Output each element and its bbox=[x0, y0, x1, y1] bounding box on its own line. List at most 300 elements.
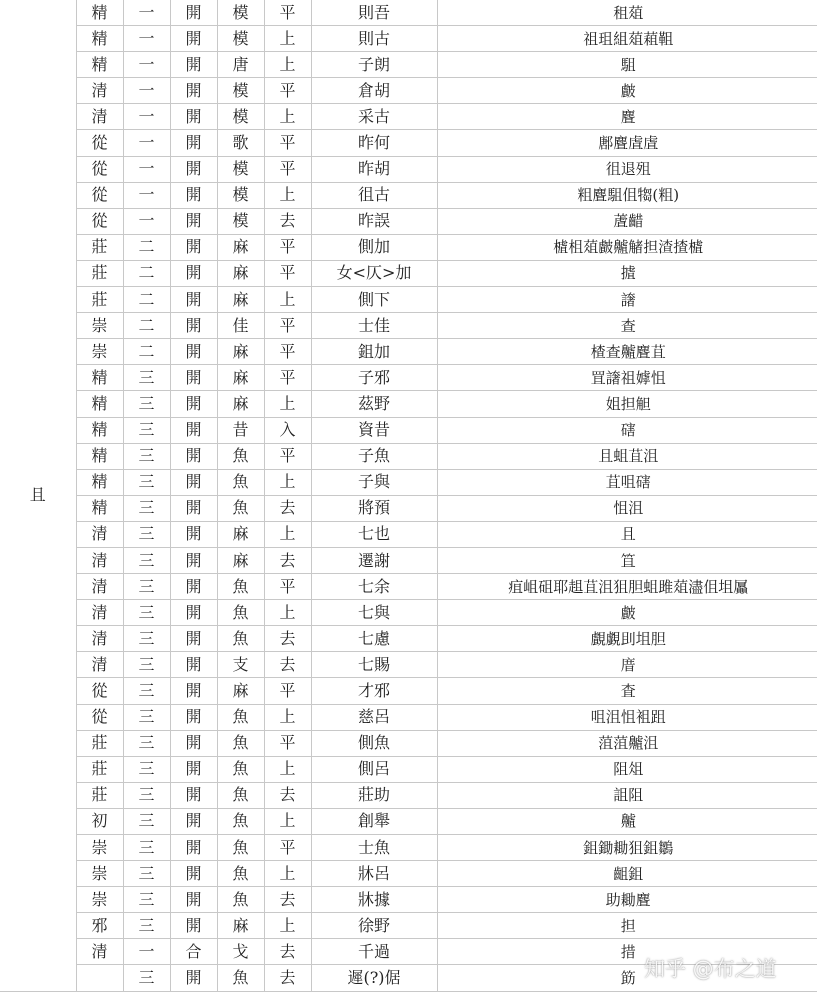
initial-cell: 清 bbox=[76, 600, 123, 626]
table-row bbox=[0, 52, 817, 78]
fanqie-cell: 七與 bbox=[311, 600, 437, 626]
characters-cell: 駔 bbox=[437, 52, 817, 78]
tone-cell: 上 bbox=[264, 26, 311, 52]
tone-cell: 平 bbox=[264, 313, 311, 339]
rhyme-cell: 魚 bbox=[217, 965, 264, 991]
table-row bbox=[0, 26, 817, 52]
tone-cell: 入 bbox=[264, 417, 311, 443]
characters-cell: 阻俎 bbox=[437, 756, 817, 782]
rhyme-cell: 魚 bbox=[217, 887, 264, 913]
fanqie-cell: 昨誤 bbox=[311, 208, 437, 234]
characters-cell: 且 bbox=[437, 521, 817, 547]
fanqie-cell: 七余 bbox=[311, 574, 437, 600]
characters-cell: 譇 bbox=[437, 287, 817, 313]
initial-cell: 從 bbox=[76, 704, 123, 730]
table-row bbox=[0, 260, 817, 286]
tone-cell: 平 bbox=[264, 78, 311, 104]
table-row bbox=[0, 704, 817, 730]
fanqie-cell: 子邪 bbox=[311, 365, 437, 391]
characters-cell: 麆 bbox=[437, 104, 817, 130]
division-cell: 三 bbox=[123, 756, 170, 782]
division-cell: 二 bbox=[123, 234, 170, 260]
characters-cell: 笡 bbox=[437, 547, 817, 573]
table-row bbox=[0, 234, 817, 260]
table-row bbox=[0, 469, 817, 495]
rhyme-cell: 模 bbox=[217, 156, 264, 182]
division-cell: 三 bbox=[123, 391, 170, 417]
fanqie-cell: 倉胡 bbox=[311, 78, 437, 104]
openness-cell: 開 bbox=[170, 287, 217, 313]
characters-cell: 疽岨砠耶趄苴沮狙胆蛆雎葅濜伹坥屭 bbox=[437, 574, 817, 600]
openness-cell: 開 bbox=[170, 782, 217, 808]
characters-cell: 樝柤葅皻齇觰担渣揸樝 bbox=[437, 234, 817, 260]
rhyme-cell: 魚 bbox=[217, 782, 264, 808]
initial-cell: 莊 bbox=[76, 782, 123, 808]
rhyme-cell: 魚 bbox=[217, 861, 264, 887]
initial-cell: 從 bbox=[76, 182, 123, 208]
characters-cell: 皻 bbox=[437, 600, 817, 626]
division-cell: 三 bbox=[123, 730, 170, 756]
tone-cell: 上 bbox=[264, 182, 311, 208]
fanqie-cell: 士魚 bbox=[311, 835, 437, 861]
fanqie-cell: 子朗 bbox=[311, 52, 437, 78]
characters-cell: 覰覷刞坥胆 bbox=[437, 626, 817, 652]
table-row bbox=[0, 547, 817, 573]
division-cell: 二 bbox=[123, 287, 170, 313]
tone-cell: 上 bbox=[264, 913, 311, 939]
characters-cell: 磍 bbox=[437, 417, 817, 443]
fanqie-cell: 將預 bbox=[311, 495, 437, 521]
division-cell: 三 bbox=[123, 600, 170, 626]
characters-cell: 詛阻 bbox=[437, 782, 817, 808]
rhyme-cell: 麻 bbox=[217, 287, 264, 313]
openness-cell: 開 bbox=[170, 965, 217, 991]
division-cell: 三 bbox=[123, 574, 170, 600]
characters-cell: 租葅 bbox=[437, 0, 817, 26]
openness-cell: 開 bbox=[170, 547, 217, 573]
fanqie-cell: 子魚 bbox=[311, 443, 437, 469]
division-cell: 一 bbox=[123, 939, 170, 965]
characters-cell: 皻 bbox=[437, 78, 817, 104]
table-row bbox=[0, 0, 817, 26]
division-cell: 三 bbox=[123, 808, 170, 834]
tone-cell: 去 bbox=[264, 652, 311, 678]
division-cell: 三 bbox=[123, 782, 170, 808]
table-row bbox=[0, 913, 817, 939]
fanqie-cell: 牀據 bbox=[311, 887, 437, 913]
initial-cell: 崇 bbox=[76, 835, 123, 861]
division-cell: 一 bbox=[123, 26, 170, 52]
characters-cell: 措 bbox=[437, 939, 817, 965]
rhyme-cell: 麻 bbox=[217, 391, 264, 417]
watermark: 知乎 @布之道 bbox=[644, 957, 777, 981]
initial-cell: 從 bbox=[76, 156, 123, 182]
tone-cell: 上 bbox=[264, 600, 311, 626]
fanqie-cell: 莊助 bbox=[311, 782, 437, 808]
openness-cell: 開 bbox=[170, 887, 217, 913]
table-row bbox=[0, 678, 817, 704]
openness-cell: 開 bbox=[170, 313, 217, 339]
table-row bbox=[0, 365, 817, 391]
tone-cell: 平 bbox=[264, 443, 311, 469]
tone-cell: 平 bbox=[264, 730, 311, 756]
rhyme-cell: 麻 bbox=[217, 339, 264, 365]
division-cell: 三 bbox=[123, 417, 170, 443]
fanqie-cell: 則吾 bbox=[311, 0, 437, 26]
tone-cell: 平 bbox=[264, 365, 311, 391]
tone-cell: 去 bbox=[264, 965, 311, 991]
openness-cell: 開 bbox=[170, 0, 217, 26]
division-cell: 三 bbox=[123, 913, 170, 939]
openness-cell: 開 bbox=[170, 234, 217, 260]
division-cell: 三 bbox=[123, 443, 170, 469]
tone-cell: 平 bbox=[264, 260, 311, 286]
division-cell: 三 bbox=[123, 626, 170, 652]
tone-cell: 去 bbox=[264, 495, 311, 521]
rhyme-cell: 魚 bbox=[217, 626, 264, 652]
fanqie-cell: 茲野 bbox=[311, 391, 437, 417]
table-row bbox=[0, 156, 817, 182]
table-row bbox=[0, 339, 817, 365]
tone-cell: 平 bbox=[264, 234, 311, 260]
table-row bbox=[0, 939, 817, 965]
tone-cell: 平 bbox=[264, 156, 311, 182]
fanqie-cell: 女<仄>加 bbox=[311, 260, 437, 286]
openness-cell: 開 bbox=[170, 495, 217, 521]
fanqie-cell: 慈呂 bbox=[311, 704, 437, 730]
division-cell: 三 bbox=[123, 678, 170, 704]
initial-cell: 初 bbox=[76, 808, 123, 834]
fanqie-cell: 千過 bbox=[311, 939, 437, 965]
division-cell: 三 bbox=[123, 704, 170, 730]
division-cell: 三 bbox=[123, 835, 170, 861]
tone-cell: 上 bbox=[264, 861, 311, 887]
rhyme-cell: 模 bbox=[217, 182, 264, 208]
division-cell: 三 bbox=[123, 495, 170, 521]
characters-cell: 怚沮 bbox=[437, 495, 817, 521]
fanqie-cell: 側加 bbox=[311, 234, 437, 260]
table-row bbox=[0, 443, 817, 469]
division-cell: 三 bbox=[123, 861, 170, 887]
fanqie-cell: 牀呂 bbox=[311, 861, 437, 887]
characters-cell: 鄌麆虘虘 bbox=[437, 130, 817, 156]
initial-cell: 清 bbox=[76, 626, 123, 652]
characters-cell: 摣 bbox=[437, 260, 817, 286]
openness-cell: 開 bbox=[170, 913, 217, 939]
fanqie-cell: 遲(?)倨 bbox=[311, 965, 437, 991]
division-cell: 一 bbox=[123, 104, 170, 130]
tone-cell: 平 bbox=[264, 835, 311, 861]
characters-cell: 姐担觛 bbox=[437, 391, 817, 417]
fanqie-cell: 采古 bbox=[311, 104, 437, 130]
characters-cell: 菹菹齇沮 bbox=[437, 730, 817, 756]
characters-cell: 齟鉏 bbox=[437, 861, 817, 887]
openness-cell: 開 bbox=[170, 756, 217, 782]
division-cell: 一 bbox=[123, 0, 170, 26]
division-cell: 一 bbox=[123, 52, 170, 78]
table-row bbox=[0, 104, 817, 130]
division-cell: 二 bbox=[123, 313, 170, 339]
tone-cell: 平 bbox=[264, 678, 311, 704]
tone-cell: 上 bbox=[264, 104, 311, 130]
characters-cell: 粗麆駔伹犓(粗) bbox=[437, 182, 817, 208]
rhyme-cell: 昔 bbox=[217, 417, 264, 443]
initial-cell: 從 bbox=[76, 208, 123, 234]
rhyme-cell: 麻 bbox=[217, 521, 264, 547]
fanqie-cell: 士佳 bbox=[311, 313, 437, 339]
rhyme-cell: 魚 bbox=[217, 704, 264, 730]
rhyme-cell: 魚 bbox=[217, 600, 264, 626]
initial-cell: 莊 bbox=[76, 287, 123, 313]
division-cell: 三 bbox=[123, 547, 170, 573]
characters-cell: 祖珇組葅蒩靻 bbox=[437, 26, 817, 52]
initial-cell: 精 bbox=[76, 26, 123, 52]
rhyme-cell: 麻 bbox=[217, 547, 264, 573]
openness-cell: 開 bbox=[170, 182, 217, 208]
openness-cell: 開 bbox=[170, 835, 217, 861]
rhyme-cell: 模 bbox=[217, 78, 264, 104]
initial-cell: 精 bbox=[76, 495, 123, 521]
rhyme-cell: 模 bbox=[217, 104, 264, 130]
openness-cell: 開 bbox=[170, 391, 217, 417]
tone-cell: 去 bbox=[264, 939, 311, 965]
division-cell: 三 bbox=[123, 521, 170, 547]
initial-cell: 崇 bbox=[76, 339, 123, 365]
openness-cell: 開 bbox=[170, 52, 217, 78]
table-row bbox=[0, 78, 817, 104]
openness-cell: 開 bbox=[170, 678, 217, 704]
rhyme-cell: 魚 bbox=[217, 730, 264, 756]
openness-cell: 開 bbox=[170, 260, 217, 286]
openness-cell: 開 bbox=[170, 652, 217, 678]
rhyme-cell: 支 bbox=[217, 652, 264, 678]
table-row bbox=[0, 313, 817, 339]
rhyme-cell: 魚 bbox=[217, 469, 264, 495]
initial-cell: 邪 bbox=[76, 913, 123, 939]
characters-cell: 鉏鋤耡狙鉏鶵 bbox=[437, 835, 817, 861]
division-cell: 一 bbox=[123, 130, 170, 156]
tone-cell: 上 bbox=[264, 52, 311, 78]
division-cell: 一 bbox=[123, 208, 170, 234]
characters-cell: 蔖齰 bbox=[437, 208, 817, 234]
rhyme-cell: 戈 bbox=[217, 939, 264, 965]
fanqie-cell: 七慮 bbox=[311, 626, 437, 652]
initial-cell: 清 bbox=[76, 78, 123, 104]
table-row bbox=[0, 391, 817, 417]
fanqie-cell: 則古 bbox=[311, 26, 437, 52]
table-row bbox=[0, 861, 817, 887]
openness-cell: 開 bbox=[170, 574, 217, 600]
tone-cell: 平 bbox=[264, 339, 311, 365]
table-row bbox=[0, 130, 817, 156]
characters-cell: 查 bbox=[437, 313, 817, 339]
tone-cell: 上 bbox=[264, 391, 311, 417]
rhyme-cell: 模 bbox=[217, 0, 264, 26]
openness-cell: 開 bbox=[170, 417, 217, 443]
characters-cell: 徂退殂 bbox=[437, 156, 817, 182]
rhyme-cell: 唐 bbox=[217, 52, 264, 78]
fanqie-cell: 才邪 bbox=[311, 678, 437, 704]
division-cell: 一 bbox=[123, 156, 170, 182]
fanqie-cell: 七也 bbox=[311, 521, 437, 547]
openness-cell: 開 bbox=[170, 808, 217, 834]
fanqie-cell: 遷謝 bbox=[311, 547, 437, 573]
tone-cell: 平 bbox=[264, 574, 311, 600]
initial-cell: 清 bbox=[76, 521, 123, 547]
characters-cell: 苴咀磍 bbox=[437, 469, 817, 495]
initial-cell: 崇 bbox=[76, 887, 123, 913]
tone-cell: 平 bbox=[264, 0, 311, 26]
tone-cell: 上 bbox=[264, 521, 311, 547]
table-row bbox=[0, 887, 817, 913]
openness-cell: 開 bbox=[170, 626, 217, 652]
characters-cell: 査 bbox=[437, 678, 817, 704]
table-row bbox=[0, 495, 817, 521]
initial-cell: 崇 bbox=[76, 861, 123, 887]
openness-cell: 開 bbox=[170, 339, 217, 365]
rhyme-cell: 歌 bbox=[217, 130, 264, 156]
fanqie-cell: 子與 bbox=[311, 469, 437, 495]
division-cell: 一 bbox=[123, 78, 170, 104]
tone-cell: 去 bbox=[264, 547, 311, 573]
group-label: 且 bbox=[0, 0, 76, 991]
rhyme-cell: 佳 bbox=[217, 313, 264, 339]
initial-cell: 崇 bbox=[76, 313, 123, 339]
characters-cell: 楂查齇麆苴 bbox=[437, 339, 817, 365]
initial-cell: 精 bbox=[76, 469, 123, 495]
division-cell: 三 bbox=[123, 365, 170, 391]
division-cell: 三 bbox=[123, 965, 170, 991]
table-row bbox=[0, 287, 817, 313]
fanqie-cell: 昨何 bbox=[311, 130, 437, 156]
initial-cell: 精 bbox=[76, 0, 123, 26]
characters-cell: 齇 bbox=[437, 808, 817, 834]
initial-cell: 清 bbox=[76, 652, 123, 678]
table-row bbox=[0, 808, 817, 834]
initial-cell: 清 bbox=[76, 104, 123, 130]
initial-cell: 清 bbox=[76, 939, 123, 965]
characters-cell: 助耡麆 bbox=[437, 887, 817, 913]
tone-cell: 上 bbox=[264, 704, 311, 730]
fanqie-cell: 鉏加 bbox=[311, 339, 437, 365]
initial-cell: 從 bbox=[76, 130, 123, 156]
table-row bbox=[0, 652, 817, 678]
openness-cell: 開 bbox=[170, 600, 217, 626]
rhyme-cell: 魚 bbox=[217, 835, 264, 861]
fanqie-cell: 徐野 bbox=[311, 913, 437, 939]
rhyme-cell: 魚 bbox=[217, 574, 264, 600]
openness-cell: 開 bbox=[170, 730, 217, 756]
rhyme-cell: 魚 bbox=[217, 495, 264, 521]
openness-cell: 開 bbox=[170, 156, 217, 182]
openness-cell: 開 bbox=[170, 469, 217, 495]
tone-cell: 上 bbox=[264, 287, 311, 313]
table-row bbox=[0, 835, 817, 861]
fanqie-cell: 資昔 bbox=[311, 417, 437, 443]
division-cell: 一 bbox=[123, 182, 170, 208]
tone-cell: 去 bbox=[264, 208, 311, 234]
tone-cell: 上 bbox=[264, 808, 311, 834]
fanqie-cell: 創舉 bbox=[311, 808, 437, 834]
fanqie-cell: 七賜 bbox=[311, 652, 437, 678]
openness-cell: 開 bbox=[170, 521, 217, 547]
tone-cell: 平 bbox=[264, 130, 311, 156]
rhyme-cell: 麻 bbox=[217, 913, 264, 939]
initial-cell: 從 bbox=[76, 678, 123, 704]
rhyme-cell: 麻 bbox=[217, 260, 264, 286]
characters-cell: 担 bbox=[437, 913, 817, 939]
table-row bbox=[0, 730, 817, 756]
fanqie-cell: 側下 bbox=[311, 287, 437, 313]
initial-cell: 精 bbox=[76, 52, 123, 78]
openness-cell: 開 bbox=[170, 365, 217, 391]
rhyme-cell: 麻 bbox=[217, 678, 264, 704]
table-row bbox=[0, 182, 817, 208]
tone-cell: 去 bbox=[264, 887, 311, 913]
table-row bbox=[0, 756, 817, 782]
table-row bbox=[0, 600, 817, 626]
rhyme-cell: 魚 bbox=[217, 756, 264, 782]
openness-cell: 開 bbox=[170, 78, 217, 104]
table-row bbox=[0, 574, 817, 600]
initial-cell: 莊 bbox=[76, 234, 123, 260]
characters-cell: 咀沮怚袓跙 bbox=[437, 704, 817, 730]
initial-cell: 清 bbox=[76, 547, 123, 573]
characters-cell: 罝譇祖嫭怚 bbox=[437, 365, 817, 391]
openness-cell: 開 bbox=[170, 104, 217, 130]
openness-cell: 開 bbox=[170, 208, 217, 234]
fanqie-cell: 徂古 bbox=[311, 182, 437, 208]
table-row bbox=[0, 521, 817, 547]
division-cell: 三 bbox=[123, 887, 170, 913]
tone-cell: 去 bbox=[264, 626, 311, 652]
openness-cell: 開 bbox=[170, 861, 217, 887]
rhyme-cell: 模 bbox=[217, 26, 264, 52]
table-row bbox=[0, 208, 817, 234]
tone-cell: 上 bbox=[264, 756, 311, 782]
openness-cell: 開 bbox=[170, 130, 217, 156]
table-row bbox=[0, 417, 817, 443]
initial-cell: 莊 bbox=[76, 730, 123, 756]
table-row bbox=[0, 782, 817, 808]
table-row bbox=[0, 965, 817, 991]
division-cell: 三 bbox=[123, 652, 170, 678]
initial-cell: 莊 bbox=[76, 756, 123, 782]
fanqie-cell: 側呂 bbox=[311, 756, 437, 782]
openness-cell: 開 bbox=[170, 443, 217, 469]
openness-cell: 開 bbox=[170, 26, 217, 52]
initial-cell: 精 bbox=[76, 417, 123, 443]
rhyme-cell: 魚 bbox=[217, 443, 264, 469]
initial-cell: 清 bbox=[76, 574, 123, 600]
rhyme-cell: 魚 bbox=[217, 808, 264, 834]
initial-cell: 精 bbox=[76, 365, 123, 391]
openness-cell: 開 bbox=[170, 704, 217, 730]
table-row bbox=[0, 626, 817, 652]
division-cell: 三 bbox=[123, 469, 170, 495]
division-cell: 二 bbox=[123, 260, 170, 286]
initial-cell: 精 bbox=[76, 443, 123, 469]
initial-cell: 莊 bbox=[76, 260, 123, 286]
openness-cell: 合 bbox=[170, 939, 217, 965]
fanqie-cell: 昨胡 bbox=[311, 156, 437, 182]
initial-cell bbox=[76, 965, 123, 991]
division-cell: 二 bbox=[123, 339, 170, 365]
characters-cell: 且蛆苴沮 bbox=[437, 443, 817, 469]
characters-cell: 筯 bbox=[437, 965, 817, 991]
rhyme-cell: 麻 bbox=[217, 234, 264, 260]
tone-cell: 上 bbox=[264, 469, 311, 495]
